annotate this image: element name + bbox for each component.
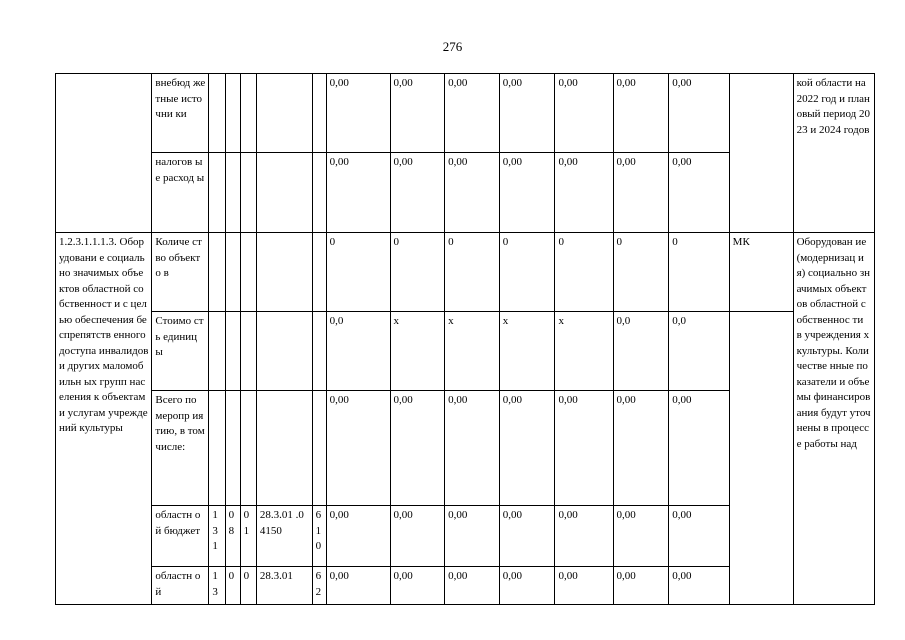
code-cell [312,153,326,233]
value-cell: 0,0 [669,312,729,391]
code-cell [240,312,256,391]
value-cell: 0,00 [499,153,555,233]
indicator-cell: Стоимо сть единиц ы [152,312,209,391]
value-cell: 0,00 [613,74,669,153]
value-cell: 0,0 [326,312,390,391]
code-cell [312,74,326,153]
value-cell: 0,00 [499,506,555,567]
value-cell: 0,00 [613,153,669,233]
code-cell [225,233,240,312]
indicator-cell: Всего по меропр иятию, в том числе: [152,391,209,506]
value-cell: 0 [445,233,500,312]
code-cell: 6 1 0 [312,506,326,567]
code-cell: 0 8 [225,506,240,567]
value-cell: 0,0 [613,312,669,391]
value-cell: x [555,312,613,391]
value-cell: 0,00 [390,391,445,506]
value-cell: 0,00 [390,153,445,233]
code-cell [256,153,312,233]
value-cell: x [390,312,445,391]
code-cell [209,153,225,233]
value-cell: 0,00 [326,153,390,233]
value-cell: 0,00 [499,567,555,605]
value-cell: 0,00 [390,567,445,605]
value-cell: 0,00 [326,567,390,605]
code-cell: 28.3.01 [256,567,312,605]
value-cell: 0,00 [499,391,555,506]
executor-cell: МК [729,233,793,312]
code-cell [256,233,312,312]
value-cell: 0 [669,233,729,312]
executor-cell [729,74,793,233]
value-cell: 0 [499,233,555,312]
code-cell: 0 1 [240,506,256,567]
value-cell: 0,00 [669,567,729,605]
value-cell: 0,00 [613,567,669,605]
value-cell: 0,00 [326,391,390,506]
value-cell: 0,00 [613,391,669,506]
code-cell [240,153,256,233]
value-cell: 0,00 [390,74,445,153]
value-cell: x [499,312,555,391]
value-cell: 0,00 [555,506,613,567]
executor-cell [729,312,793,605]
value-cell: 0,00 [613,506,669,567]
code-cell [240,74,256,153]
value-cell: 0,00 [390,506,445,567]
value-cell: 0,00 [445,74,500,153]
code-cell [312,233,326,312]
value-cell: 0,00 [555,391,613,506]
code-cell [256,312,312,391]
value-cell: 0,00 [499,74,555,153]
code-cell [209,233,225,312]
value-cell: 0,00 [555,567,613,605]
code-cell: 13 1 [209,506,225,567]
code-cell: 13 [209,567,225,605]
code-cell: 28.3.01 .04150 [256,506,312,567]
value-cell: 0 [326,233,390,312]
code-cell: 6 2 [312,567,326,605]
value-cell: 0,00 [555,74,613,153]
table-row [56,74,875,153]
code-cell [240,233,256,312]
code-cell [256,391,312,506]
value-cell: 0,00 [445,391,500,506]
value-cell: 0 [390,233,445,312]
page-number: 276 [442,39,463,54]
indicator-cell: налогов ые расход ы [152,153,209,233]
table-row [56,312,875,391]
code-cell [209,74,225,153]
value-cell: 0,00 [445,567,500,605]
value-cell: 0,00 [445,506,500,567]
value-cell: 0 [555,233,613,312]
value-cell: 0,00 [555,153,613,233]
value-cell: 0,00 [326,74,390,153]
code-cell [209,391,225,506]
program-table [55,73,875,605]
value-cell: 0,00 [669,153,729,233]
code-cell [225,391,240,506]
indicator-cell: внебюд жетные источни ки [152,74,209,153]
code-cell [312,312,326,391]
value-cell: 0,00 [669,391,729,506]
code-cell [209,312,225,391]
code-cell [225,312,240,391]
value-cell: 0 [613,233,669,312]
item-cell: 1.2.3.1.1.1.3. Оборудовани е социально значимых объектов областной собственност и с целью обеспечения беспрепятств енного доступа инвалидов и других маломобильн ых групп населения к объектам и услугам учреждений культуры [56,233,152,605]
code-cell: 0 [225,567,240,605]
note-cell: кой области на 2022 год и плановый период 2023 и 2024 годов [793,74,874,233]
item-cell [56,74,152,233]
table-row [56,233,875,312]
value-cell: 0,00 [445,153,500,233]
code-cell [312,391,326,506]
note-cell: Оборудован ие (модернизац ия) социально значимых объектов областной собственнос ти в учреждения х культуры. Количестве нные показатели и объемы финансиров ания будут уточнены в процессе работы над [793,233,874,605]
indicator-cell: Количе ство объекто в [152,233,209,312]
value-cell: 0,00 [669,506,729,567]
code-cell: 0 [240,567,256,605]
value-cell: 0,00 [669,74,729,153]
indicator-cell: областн ой бюджет [152,506,209,567]
value-cell: x [445,312,500,391]
code-cell [256,74,312,153]
code-cell [225,153,240,233]
indicator-cell: областн ой [152,567,209,605]
code-cell [240,391,256,506]
value-cell: 0,00 [326,506,390,567]
code-cell [225,74,240,153]
